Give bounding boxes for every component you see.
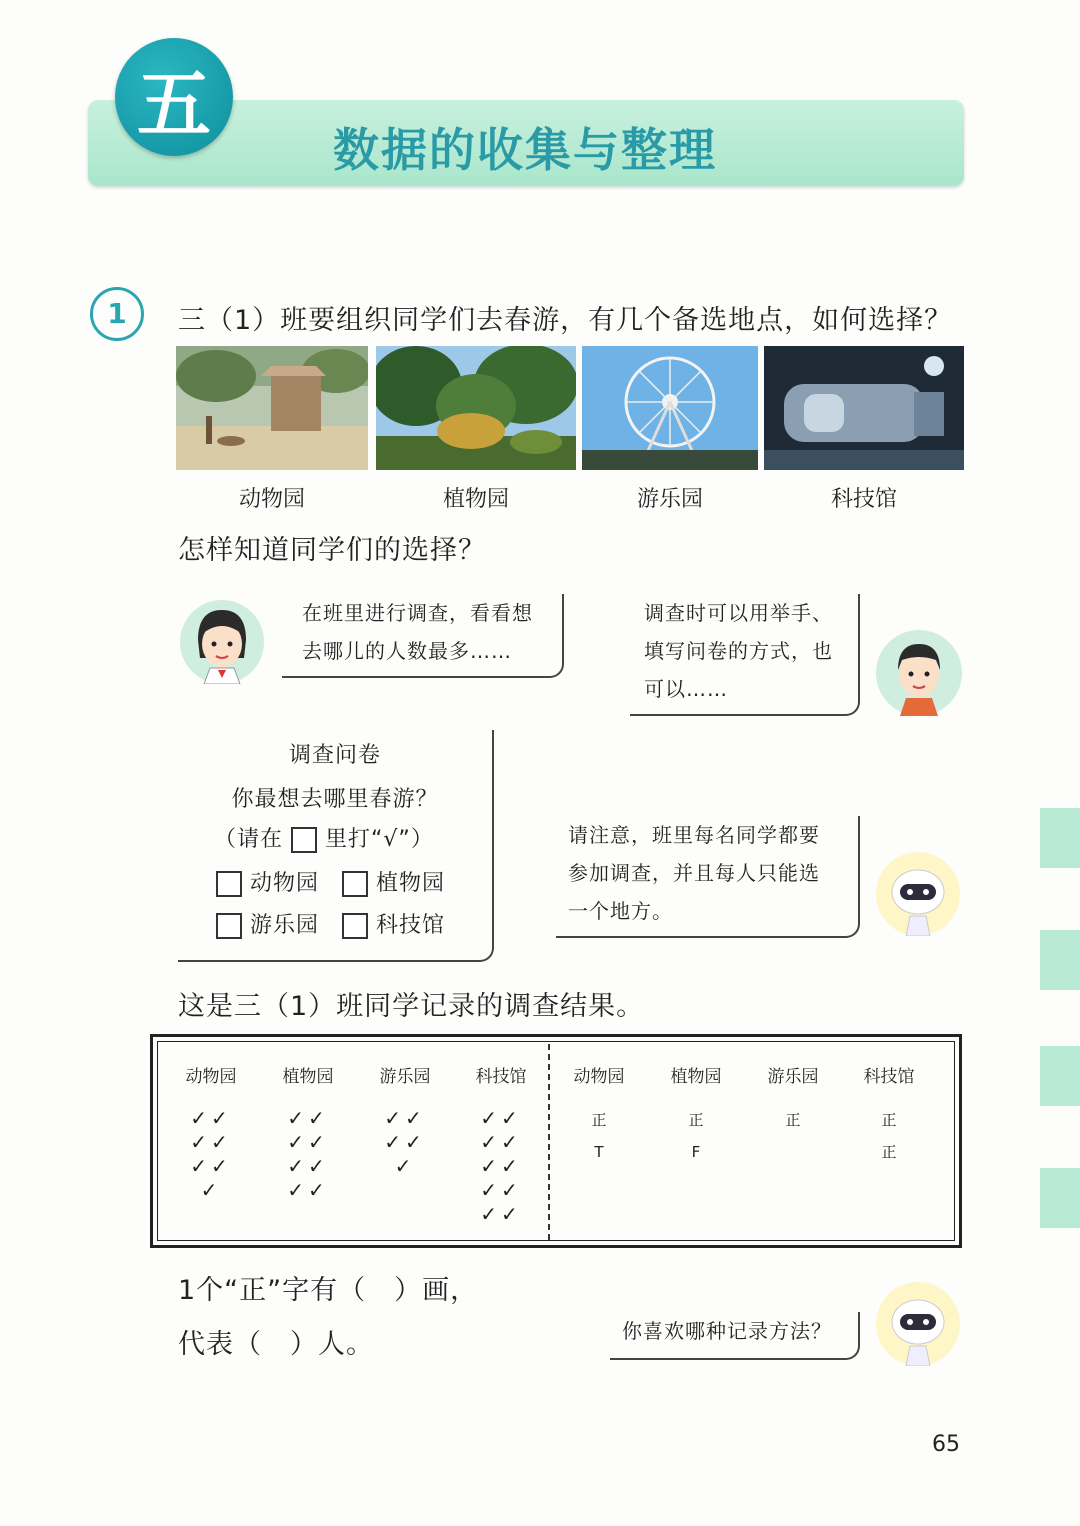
question-number: 1 xyxy=(90,287,144,341)
results-divider xyxy=(548,1044,550,1240)
science-museum-photo xyxy=(764,346,964,470)
check-cell: ✓✓ xyxy=(480,1106,522,1130)
check-cell: ✓✓ xyxy=(480,1178,522,1202)
check-cell: ✓✓ xyxy=(480,1130,522,1154)
check-cell: ✓ xyxy=(394,1154,416,1178)
amusement-park-photo xyxy=(582,346,758,470)
check-column-zoo xyxy=(166,1106,256,1202)
girl-avatar xyxy=(180,600,264,684)
survey-instruction xyxy=(214,822,434,853)
boy-bubble-line1: 调查时可以用举手、 xyxy=(644,601,833,625)
tally-header-amusement: 游乐园 xyxy=(767,1067,819,1087)
zoo-photo xyxy=(176,346,368,470)
girl-bubble-line1: 在班里进行调查，看看想 xyxy=(302,601,533,625)
tally-cell: 正 xyxy=(591,1111,607,1129)
tally-column-amusement xyxy=(748,1104,838,1136)
check-cell: ✓✓ xyxy=(287,1178,329,1202)
girl-bubble-line2: 去哪儿的人数最多…… xyxy=(302,639,512,663)
tally-cell: 正 xyxy=(881,1143,897,1161)
check-column-botanical xyxy=(263,1106,353,1202)
check-cell: ✓✓ xyxy=(480,1154,522,1178)
robot-question-text: 你喜欢哪种记录方法？ xyxy=(622,1319,832,1343)
option-label-zoo: 动物园 xyxy=(250,871,320,896)
tally-column-science xyxy=(844,1104,934,1168)
check-column-science xyxy=(456,1106,546,1226)
check-cell: ✓✓ xyxy=(384,1130,426,1154)
robot-bubble-line2: 参加调查，并且每人只能选 xyxy=(568,861,820,885)
checkbox-example xyxy=(291,827,317,853)
chapter-title: 数据的收集与整理 xyxy=(333,123,717,177)
option-label-science: 科技馆 xyxy=(376,913,446,938)
survey-option-zoo[interactable] xyxy=(216,866,319,897)
robot-avatar xyxy=(876,852,960,936)
robot-question-bubble xyxy=(610,1312,860,1360)
tally-header-botanical: 植物园 xyxy=(670,1067,722,1087)
check-cell: ✓ xyxy=(200,1178,222,1202)
chapter-number: 五 xyxy=(137,62,211,148)
question-text: 三（1）班要组织同学们去春游，有几个备选地点，如何选择？ xyxy=(178,305,953,336)
place-caption-science: 科技馆 xyxy=(830,487,897,512)
check-header-amusement: 游乐园 xyxy=(379,1067,431,1087)
checkbox-amusement[interactable] xyxy=(216,913,242,939)
results-intro: 这是三（1）班同学记录的调查结果。 xyxy=(178,991,645,1022)
check-cell: ✓✓ xyxy=(287,1130,329,1154)
place-caption-zoo: 动物园 xyxy=(238,487,305,512)
option-label-botanical: 植物园 xyxy=(376,871,446,896)
survey-option-botanical[interactable] xyxy=(342,866,445,897)
side-tab-1 xyxy=(1040,808,1080,868)
survey-question: 你最想去哪里春游？ xyxy=(231,787,439,812)
survey-option-amusement[interactable] xyxy=(216,908,319,939)
check-cell: ✓✓ xyxy=(384,1106,426,1130)
survey-instruction-pre: （请在 xyxy=(214,827,284,852)
tally-cell: F xyxy=(691,1143,701,1161)
tally-cell: 正 xyxy=(881,1111,897,1129)
tally-column-botanical xyxy=(651,1104,741,1168)
tally-cell: 正 xyxy=(688,1111,704,1129)
boy-avatar xyxy=(876,630,962,716)
survey-option-science[interactable] xyxy=(342,908,445,939)
tally-cell: T xyxy=(594,1143,604,1161)
page-number: 65 xyxy=(932,1432,960,1457)
place-caption-botanical: 植物园 xyxy=(442,487,509,512)
check-cell: ✓✓ xyxy=(480,1202,522,1226)
check-cell: ✓✓ xyxy=(287,1154,329,1178)
robot-speech-bubble xyxy=(556,816,860,938)
checkbox-science[interactable] xyxy=(342,913,368,939)
fill-blank-line2: 代表（ ）人。 xyxy=(178,1329,374,1360)
check-header-zoo: 动物园 xyxy=(185,1067,237,1087)
side-tab-4 xyxy=(1040,1168,1080,1228)
side-tab-2 xyxy=(1040,930,1080,990)
tally-cell: 正 xyxy=(785,1111,801,1129)
check-header-science: 科技馆 xyxy=(475,1067,527,1087)
tally-column-zoo xyxy=(554,1104,644,1168)
survey-title: 调查问卷 xyxy=(288,743,381,768)
check-column-amusement xyxy=(360,1106,450,1178)
checkbox-botanical[interactable] xyxy=(342,871,368,897)
how-to-know-text: 怎样知道同学们的选择？ xyxy=(178,535,486,566)
side-tab-3 xyxy=(1040,1046,1080,1106)
botanical-garden-photo xyxy=(376,346,576,470)
robot-bubble-line1: 请注意，班里每名同学都要 xyxy=(568,823,820,847)
robot-bubble-line3: 一个地方。 xyxy=(568,899,673,923)
checkbox-zoo[interactable] xyxy=(216,871,242,897)
tally-header-science: 科技馆 xyxy=(863,1067,915,1087)
place-caption-amusement: 游乐园 xyxy=(636,487,703,512)
check-cell: ✓✓ xyxy=(287,1106,329,1130)
boy-speech-bubble xyxy=(630,594,860,716)
tally-header-zoo: 动物园 xyxy=(573,1067,625,1087)
fill-blank-line1: 1个“正”字有（ ）画， xyxy=(178,1275,479,1306)
survey-instruction-post: 里打“√”） xyxy=(325,827,434,852)
check-cell: ✓✓ xyxy=(190,1130,232,1154)
boy-bubble-line3: 可以…… xyxy=(644,677,728,701)
boy-bubble-line2: 填写问卷的方式，也 xyxy=(644,639,833,663)
robot-avatar-2 xyxy=(876,1282,960,1366)
check-header-botanical: 植物园 xyxy=(282,1067,334,1087)
option-label-amusement: 游乐园 xyxy=(250,913,320,938)
girl-speech-bubble xyxy=(282,594,564,678)
check-cell: ✓✓ xyxy=(190,1154,232,1178)
check-cell: ✓✓ xyxy=(190,1106,232,1130)
